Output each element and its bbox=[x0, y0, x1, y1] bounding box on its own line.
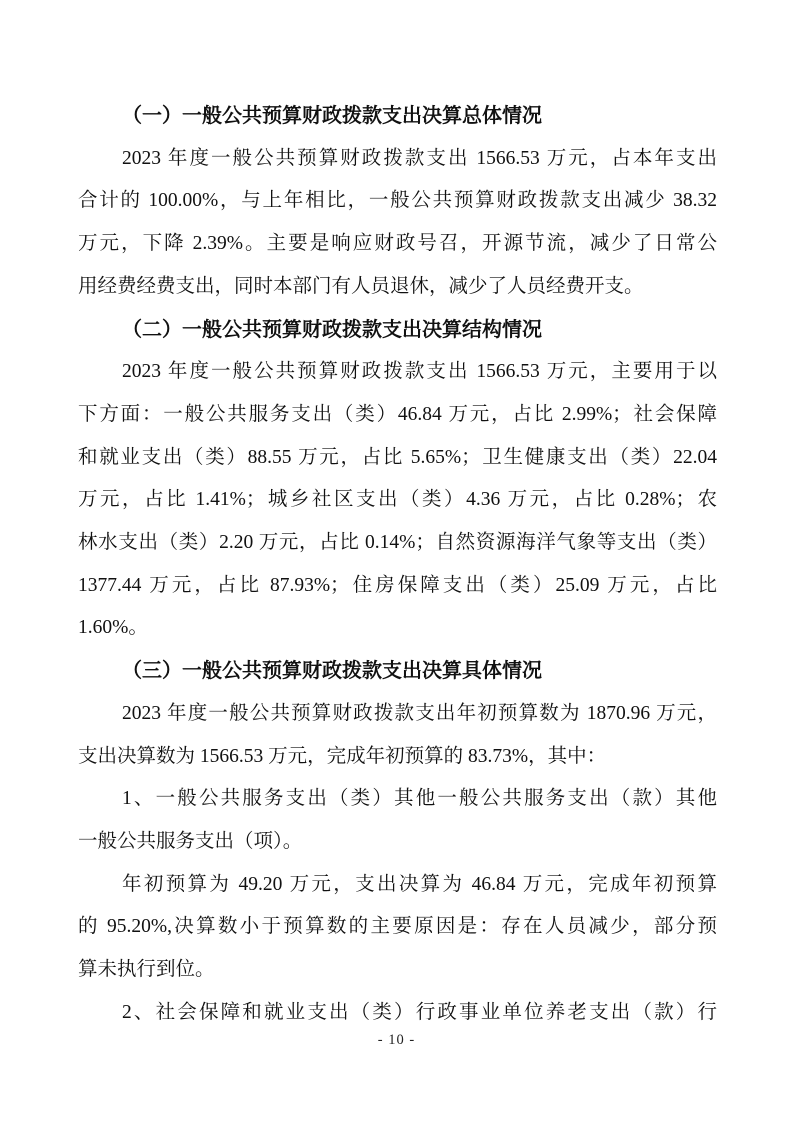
doc-line: 1、一般公共服务支出（类）其他一般公共服务支出（款）其他 bbox=[122, 788, 717, 810]
doc-line: 1.60%。 bbox=[78, 617, 148, 639]
section-heading-2: （二）一般公共预算财政拨款支出决算结构情况 bbox=[122, 318, 542, 341]
doc-line: 2023 年度一般公共预算财政拨款支出 1566.53 万元，占本年支出 bbox=[122, 147, 717, 169]
doc-line: 2、社会保障和就业支出（类）行政事业单位养老支出（款）行 bbox=[122, 1001, 717, 1023]
doc-line: 林水支出（类）2.20 万元，占比 0.14%；自然资源海洋气象等支出（类） bbox=[78, 532, 717, 554]
doc-line: 支出决算数为 1566.53 万元，完成年初预算的 83.73%，其中： bbox=[78, 745, 607, 767]
doc-line: 一般公共服务支出（项）。 bbox=[78, 830, 303, 852]
doc-line: 2023 年度一般公共预算财政拨款支出年初预算数为 1870.96 万元， bbox=[122, 702, 717, 724]
section-heading-1: （一）一般公共预算财政拨款支出决算总体情况 bbox=[122, 105, 542, 127]
doc-line: 的 95.20%,决算数小于预算数的主要原因是：存在人员减少，部分预 bbox=[78, 916, 717, 938]
doc-line: 1377.44 万元，占比 87.93%；住房保障支出（类）25.09 万元，占比 bbox=[78, 574, 717, 596]
doc-line: 万元，占比 1.41%；城乡社区支出（类）4.36 万元，占比 0.28%；农 bbox=[78, 489, 717, 511]
doc-line: 2023 年度一般公共预算财政拨款支出 1566.53 万元，主要用于以 bbox=[122, 361, 717, 383]
doc-line: 算未执行到位。 bbox=[78, 959, 215, 981]
document-content bbox=[78, 95, 717, 1034]
page-number: - 10 - bbox=[377, 1032, 416, 1048]
doc-line: 和就业支出（类）88.55 万元，占比 5.65%；卫生健康支出（类）22.04 bbox=[78, 446, 717, 468]
doc-line: 万元，下降 2.39%。主要是响应财政号召，开源节流，减少了日常公 bbox=[78, 233, 717, 255]
doc-line: 下方面：一般公共服务支出（类）46.84 万元，占比 2.99%；社会保障 bbox=[78, 403, 717, 425]
doc-line: 年初预算为 49.20 万元，支出决算为 46.84 万元，完成年初预算 bbox=[122, 873, 717, 895]
doc-line: 用经费经费支出，同时本部门有人员退休，减少了人员经费开支。 bbox=[78, 275, 644, 297]
section-heading-3: （三）一般公共预算财政拨款支出决算具体情况 bbox=[122, 660, 542, 683]
doc-line: 合计的 100.00%，与上年相比，一般公共预算财政拨款支出减少 38.32 bbox=[78, 190, 717, 212]
